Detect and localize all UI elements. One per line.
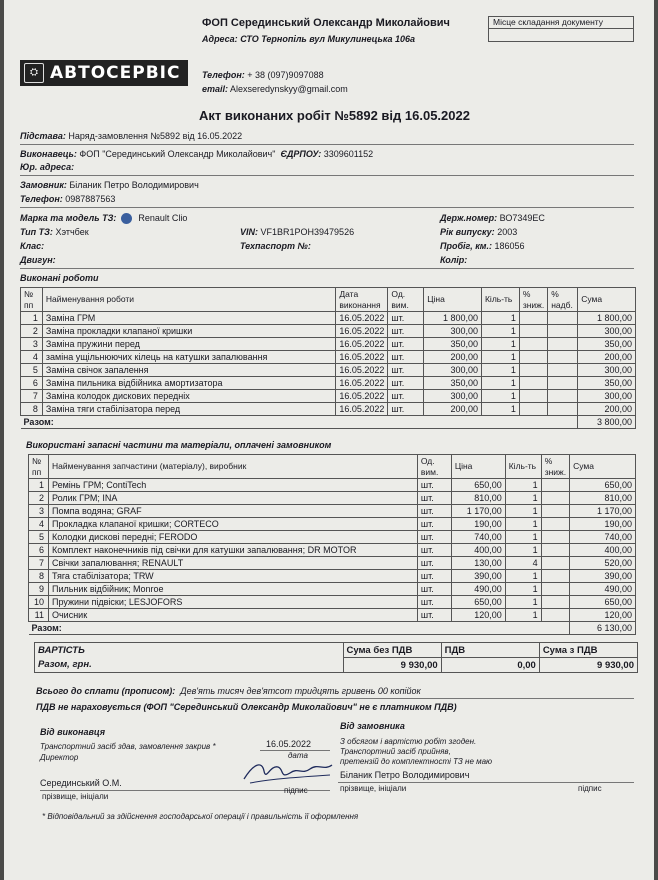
parts-cell-qty: 1 <box>505 505 541 518</box>
parts-table-row <box>29 531 636 544</box>
parts-cell-name: Ролик ГРМ; INA <box>48 492 417 505</box>
parts-cell-sum: 650,00 <box>570 596 636 609</box>
parts-total-label: Разом: <box>29 622 570 635</box>
summary-col-no-vat: Сума без ПДВ <box>343 643 441 658</box>
customer-agree-text-1: З обсягом і вартістю робіт згоден. <box>340 737 477 746</box>
parts-cell-sum: 400,00 <box>570 544 636 557</box>
summary-vat-value: 0,00 <box>441 658 539 673</box>
works-cell-sum: 300,00 <box>578 364 636 377</box>
works-cell-markup <box>548 351 578 364</box>
works-table-row <box>21 403 636 416</box>
works-cell-num: 1 <box>21 312 43 325</box>
parts-table-row <box>29 492 636 505</box>
parts-cell-sum: 740,00 <box>570 531 636 544</box>
works-table-row <box>21 364 636 377</box>
basis-row: Підстава: Наряд-замовлення №5892 від 16.05.2022 <box>20 131 243 141</box>
parts-table-row <box>29 479 636 492</box>
parts-cell-discount <box>541 531 569 544</box>
vehicle-vin-row: VIN: VF1BR1POH39479526 <box>240 227 355 237</box>
works-col-discount: % зниж. <box>519 288 547 312</box>
vehicle-plate-row: Держ.номер: ВО7349ЕС <box>440 213 545 223</box>
parts-cell-name: Комплект наконечників під свічки для катушки запалювання; DR MOTOR <box>48 544 417 557</box>
parts-cell-price: 130,00 <box>451 557 505 570</box>
parts-cell-unit: шт. <box>417 570 451 583</box>
vehicle-passport-label: Техпаспорт №: <box>240 241 311 251</box>
parts-total-row <box>29 622 636 635</box>
works-col-sum: Сума <box>578 288 636 312</box>
parts-cell-qty: 1 <box>505 531 541 544</box>
works-cell-num: 3 <box>21 338 43 351</box>
works-cell-price: 300,00 <box>424 364 482 377</box>
summary-header-row <box>35 643 638 658</box>
executor-row: Виконавець: ФОП "Серединський Олександр Миколайович" ЄДРПОУ: 3309601152 <box>20 149 374 159</box>
parts-table-row <box>29 596 636 609</box>
place-of-document-box <box>488 16 634 42</box>
works-cell-num: 5 <box>21 364 43 377</box>
summary-col-vat: ПДВ <box>441 643 539 658</box>
works-col-name: Найменування роботи <box>42 288 335 312</box>
customer-row: Замовник: Біланик Петро Володимирович <box>20 180 199 190</box>
place-label: Місце складання документу <box>493 17 604 27</box>
works-cell-num: 7 <box>21 390 43 403</box>
parts-cell-discount <box>541 583 569 596</box>
parts-cell-qty: 1 <box>505 596 541 609</box>
works-cell-qty: 1 <box>481 403 519 416</box>
parts-cell-price: 810,00 <box>451 492 505 505</box>
legal-address-label: Юр. адреса: <box>20 162 75 172</box>
works-cell-date: 16.05.2022 <box>336 351 388 364</box>
works-table-row <box>21 312 636 325</box>
parts-table-row <box>29 544 636 557</box>
parts-col-num: № пп <box>29 455 49 479</box>
works-cell-name: заміна ущільнюючих кілець на катушки запалювання <box>42 351 335 364</box>
works-header-row <box>21 288 636 312</box>
works-cell-date: 16.05.2022 <box>336 312 388 325</box>
customer-name-caption: прізвище, ініціали <box>340 784 407 793</box>
works-cell-discount <box>519 377 547 390</box>
works-cell-num: 6 <box>21 377 43 390</box>
parts-cell-sum: 120,00 <box>570 609 636 622</box>
parts-cell-price: 1 170,00 <box>451 505 505 518</box>
works-cell-unit: шт. <box>388 338 424 351</box>
summary-col-with-vat: Сума з ПДВ <box>539 643 637 658</box>
parts-cell-discount <box>541 518 569 531</box>
parts-cell-unit: шт. <box>417 531 451 544</box>
parts-cell-name: Тяга стабілізатора; TRW <box>48 570 417 583</box>
summary-total-label: Разом, грн. <box>35 658 344 673</box>
works-cell-discount <box>519 325 547 338</box>
parts-cell-price: 390,00 <box>451 570 505 583</box>
parts-cell-discount <box>541 557 569 570</box>
works-table-row <box>21 390 636 403</box>
parts-table-row <box>29 609 636 622</box>
works-cell-name: Заміна колодок дискових передніх <box>42 390 335 403</box>
works-cell-qty: 1 <box>481 377 519 390</box>
logo-text: АВТОСЕРВІС <box>50 63 181 83</box>
works-cell-name: Заміна прокладки клапаної кришки <box>42 325 335 338</box>
works-cell-markup <box>548 364 578 377</box>
parts-cell-qty: 1 <box>505 570 541 583</box>
parts-cell-qty: 1 <box>505 479 541 492</box>
parts-cell-unit: шт. <box>417 596 451 609</box>
footnote: * Відповідальний за здійснення господарської операції і правильність її оформлення <box>42 812 359 821</box>
customer-phone-row: Телефон: 0987887563 <box>20 194 116 204</box>
amount-in-words-row: Всього до сплати (прописом): Дев'ять тисяч дев'ятсот тридцять гривень 00 копійок <box>36 686 421 696</box>
works-cell-discount <box>519 390 547 403</box>
parts-cell-num: 9 <box>29 583 49 596</box>
works-cell-sum: 300,00 <box>578 390 636 403</box>
parts-cell-unit: шт. <box>417 479 451 492</box>
sign-date: 16.05.2022 <box>266 739 312 749</box>
handwritten-signature-icon <box>240 757 336 787</box>
works-cell-unit: шт. <box>388 351 424 364</box>
parts-cell-sum: 1 170,00 <box>570 505 636 518</box>
parts-col-name: Найменування запчастини (матеріалу), виробник <box>48 455 417 479</box>
document-title: Акт виконаних робіт №5892 від 16.05.2022 <box>199 108 470 123</box>
parts-cell-unit: шт. <box>417 492 451 505</box>
parts-table-row <box>29 583 636 596</box>
parts-cell-num: 11 <box>29 609 49 622</box>
parts-cell-price: 740,00 <box>451 531 505 544</box>
works-cell-discount <box>519 338 547 351</box>
works-cell-qty: 1 <box>481 312 519 325</box>
works-col-price: Ціна <box>424 288 482 312</box>
works-total-row <box>21 416 636 429</box>
parts-cell-sum: 490,00 <box>570 583 636 596</box>
works-cell-unit: шт. <box>388 377 424 390</box>
executor-position: Директор <box>40 753 79 762</box>
customer-name: Біланик Петро Володимирович <box>340 770 470 780</box>
executor-name: Серединський О.М. <box>40 778 122 788</box>
parts-cell-discount <box>541 505 569 518</box>
parts-col-qty: Кіль-ть <box>505 455 541 479</box>
works-cell-date: 16.05.2022 <box>336 403 388 416</box>
company-address: Адреса: СТО Тернопіль вул Микулинецька 106а <box>202 34 416 44</box>
works-cell-qty: 1 <box>481 364 519 377</box>
works-cell-price: 350,00 <box>424 377 482 390</box>
customer-agree-text-2: Транспортний засіб прийняв, <box>340 747 451 756</box>
parts-cell-num: 10 <box>29 596 49 609</box>
works-cell-name: Заміна свічок запалення <box>42 364 335 377</box>
works-cell-markup <box>548 312 578 325</box>
works-cell-markup <box>548 403 578 416</box>
vehicle-type-row: Тип ТЗ: Хэтчбек <box>20 227 89 237</box>
parts-cell-unit: шт. <box>417 583 451 596</box>
parts-cell-sum: 190,00 <box>570 518 636 531</box>
works-cell-qty: 1 <box>481 390 519 403</box>
parts-col-price: Ціна <box>451 455 505 479</box>
parts-cell-discount <box>541 479 569 492</box>
parts-cell-price: 490,00 <box>451 583 505 596</box>
works-cell-sum: 300,00 <box>578 325 636 338</box>
works-cell-discount <box>519 312 547 325</box>
works-col-date: Дата виконання <box>336 288 388 312</box>
works-table-row <box>21 338 636 351</box>
works-cell-date: 16.05.2022 <box>336 364 388 377</box>
works-cell-qty: 1 <box>481 325 519 338</box>
works-cell-markup <box>548 377 578 390</box>
parts-cell-discount <box>541 609 569 622</box>
parts-cell-name: Помпа водяна; GRAF <box>48 505 417 518</box>
works-cell-sum: 350,00 <box>578 338 636 351</box>
vat-note: ПДВ не нараховується (ФОП "Серединський Олександр Миколайович" не є платником ПДВ) <box>36 702 457 712</box>
parts-table-row <box>29 505 636 518</box>
parts-cell-discount <box>541 596 569 609</box>
customer-sign-title: Від замовника <box>340 721 405 731</box>
works-cell-sum: 200,00 <box>578 403 636 416</box>
works-cell-unit: шт. <box>388 312 424 325</box>
parts-cell-name: Колодки дискові передні; FERODO <box>48 531 417 544</box>
works-cell-num: 2 <box>21 325 43 338</box>
parts-table <box>28 454 636 635</box>
parts-section-title: Використані запасні частини та матеріали, оплачені замовником <box>26 440 332 450</box>
parts-cell-price: 650,00 <box>451 479 505 492</box>
parts-cell-num: 7 <box>29 557 49 570</box>
parts-cell-sum: 650,00 <box>570 479 636 492</box>
parts-cell-num: 3 <box>29 505 49 518</box>
parts-cell-unit: шт. <box>417 544 451 557</box>
works-cell-price: 200,00 <box>424 403 482 416</box>
parts-cell-name: Свічки запалювання; RENAULT <box>48 557 417 570</box>
works-cell-sum: 200,00 <box>578 351 636 364</box>
document-page <box>4 0 654 880</box>
vehicle-class-label: Клас: <box>20 241 45 251</box>
works-cell-sum: 350,00 <box>578 377 636 390</box>
works-cell-unit: шт. <box>388 390 424 403</box>
works-cell-discount <box>519 351 547 364</box>
works-cell-markup <box>548 390 578 403</box>
works-col-unit: Од. вим. <box>388 288 424 312</box>
vehicle-mileage-row: Пробіг, км.: 186056 <box>440 241 525 251</box>
works-cell-unit: шт. <box>388 325 424 338</box>
customer-sign-caption: підпис <box>578 784 602 793</box>
parts-cell-name: Ремінь ГРМ; ContiTech <box>48 479 417 492</box>
parts-header-row <box>29 455 636 479</box>
executor-sign-title: Від виконавця <box>40 727 106 737</box>
parts-cell-num: 8 <box>29 570 49 583</box>
works-cell-price: 300,00 <box>424 325 482 338</box>
works-cell-date: 16.05.2022 <box>336 338 388 351</box>
executor-sign-caption: підпис <box>284 786 308 795</box>
parts-cell-price: 190,00 <box>451 518 505 531</box>
works-cell-unit: шт. <box>388 403 424 416</box>
parts-cell-num: 5 <box>29 531 49 544</box>
parts-cell-qty: 4 <box>505 557 541 570</box>
company-phone: Телефон: + 38 (097)9097088 <box>202 70 324 80</box>
summary-values-row <box>35 658 638 673</box>
parts-cell-num: 1 <box>29 479 49 492</box>
works-table-row <box>21 377 636 390</box>
parts-cell-sum: 810,00 <box>570 492 636 505</box>
parts-col-discount: % зниж. <box>541 455 569 479</box>
works-cell-discount <box>519 403 547 416</box>
works-cell-unit: шт. <box>388 364 424 377</box>
parts-cell-num: 4 <box>29 518 49 531</box>
works-cell-discount <box>519 364 547 377</box>
parts-col-sum: Сума <box>570 455 636 479</box>
parts-cell-name: Пружини підвіски; LESJOFORS <box>48 596 417 609</box>
customer-agree-text-3: претензій до комплектності ТЗ не маю <box>340 757 493 766</box>
works-table-row <box>21 325 636 338</box>
summary-table <box>34 642 638 673</box>
works-cell-qty: 1 <box>481 351 519 364</box>
parts-cell-unit: шт. <box>417 609 451 622</box>
parts-cell-name: Прокладка клапаної кришки; CORTECO <box>48 518 417 531</box>
parts-cell-discount <box>541 492 569 505</box>
parts-cell-sum: 520,00 <box>570 557 636 570</box>
works-total-label: Разом: <box>21 416 578 429</box>
summary-no-vat-value: 9 930,00 <box>343 658 441 673</box>
parts-cell-discount <box>541 570 569 583</box>
works-table <box>20 287 636 429</box>
renault-logo-icon <box>121 213 132 224</box>
parts-cell-price: 120,00 <box>451 609 505 622</box>
works-col-markup: % надб. <box>548 288 578 312</box>
parts-cell-unit: шт. <box>417 557 451 570</box>
summary-with-vat-value: 9 930,00 <box>539 658 637 673</box>
parts-cell-price: 650,00 <box>451 596 505 609</box>
works-cell-price: 1 800,00 <box>424 312 482 325</box>
works-total-value: 3 800,00 <box>578 416 636 429</box>
works-cell-date: 16.05.2022 <box>336 390 388 403</box>
parts-cell-unit: шт. <box>417 518 451 531</box>
summary-cost-label: ВАРТІСТЬ <box>35 643 344 658</box>
works-cell-name: Заміна тяги стабілізатора перед <box>42 403 335 416</box>
vehicle-color-label: Колір: <box>440 255 468 265</box>
parts-cell-qty: 1 <box>505 544 541 557</box>
works-section-title: Виконані роботи <box>20 273 99 283</box>
parts-table-row <box>29 557 636 570</box>
works-cell-price: 300,00 <box>424 390 482 403</box>
works-cell-price: 350,00 <box>424 338 482 351</box>
works-cell-date: 16.05.2022 <box>336 325 388 338</box>
car-emblem-icon: ⛭ <box>24 63 44 83</box>
parts-cell-price: 400,00 <box>451 544 505 557</box>
sign-date-caption: дата <box>288 751 308 760</box>
works-cell-name: Заміна ГРМ <box>42 312 335 325</box>
works-col-num: № пп <box>21 288 43 312</box>
works-cell-name: Заміна пильника відбійника амортизатора <box>42 377 335 390</box>
vehicle-year-row: Рік випуску: 2003 <box>440 227 518 237</box>
autoservice-logo <box>20 60 188 86</box>
company-name: ФОП Серединський Олександр Миколайович <box>202 17 450 29</box>
parts-cell-unit: шт. <box>417 505 451 518</box>
parts-cell-qty: 1 <box>505 609 541 622</box>
parts-cell-discount <box>541 544 569 557</box>
parts-cell-qty: 1 <box>505 583 541 596</box>
parts-cell-name: Пильник відбійник; Monroe <box>48 583 417 596</box>
works-table-row <box>21 351 636 364</box>
works-cell-price: 200,00 <box>424 351 482 364</box>
works-col-qty: Кіль-ть <box>481 288 519 312</box>
works-cell-num: 8 <box>21 403 43 416</box>
parts-table-row <box>29 570 636 583</box>
parts-cell-qty: 1 <box>505 492 541 505</box>
works-cell-date: 16.05.2022 <box>336 377 388 390</box>
parts-cell-sum: 390,00 <box>570 570 636 583</box>
works-cell-sum: 1 800,00 <box>578 312 636 325</box>
parts-cell-num: 2 <box>29 492 49 505</box>
executor-name-caption: прізвище, ініціали <box>42 792 109 801</box>
works-cell-num: 4 <box>21 351 43 364</box>
vehicle-engine-label: Двигун: <box>20 255 56 265</box>
works-cell-qty: 1 <box>481 338 519 351</box>
works-cell-markup <box>548 325 578 338</box>
parts-total-value: 6 130,00 <box>570 622 636 635</box>
company-email: email: Alexseredynskyy@gmail.com <box>202 84 348 94</box>
vehicle-model-row: Марка та модель ТЗ: Renault Clio <box>20 213 188 223</box>
parts-cell-num: 6 <box>29 544 49 557</box>
parts-col-unit: Од. вим. <box>417 455 451 479</box>
parts-table-row <box>29 518 636 531</box>
works-cell-markup <box>548 338 578 351</box>
executor-handover-text: Транспортний засіб здав, замовлення закрив * <box>40 742 216 751</box>
parts-cell-qty: 1 <box>505 518 541 531</box>
parts-cell-name: Очисник <box>48 609 417 622</box>
works-cell-name: Заміна пружини перед <box>42 338 335 351</box>
